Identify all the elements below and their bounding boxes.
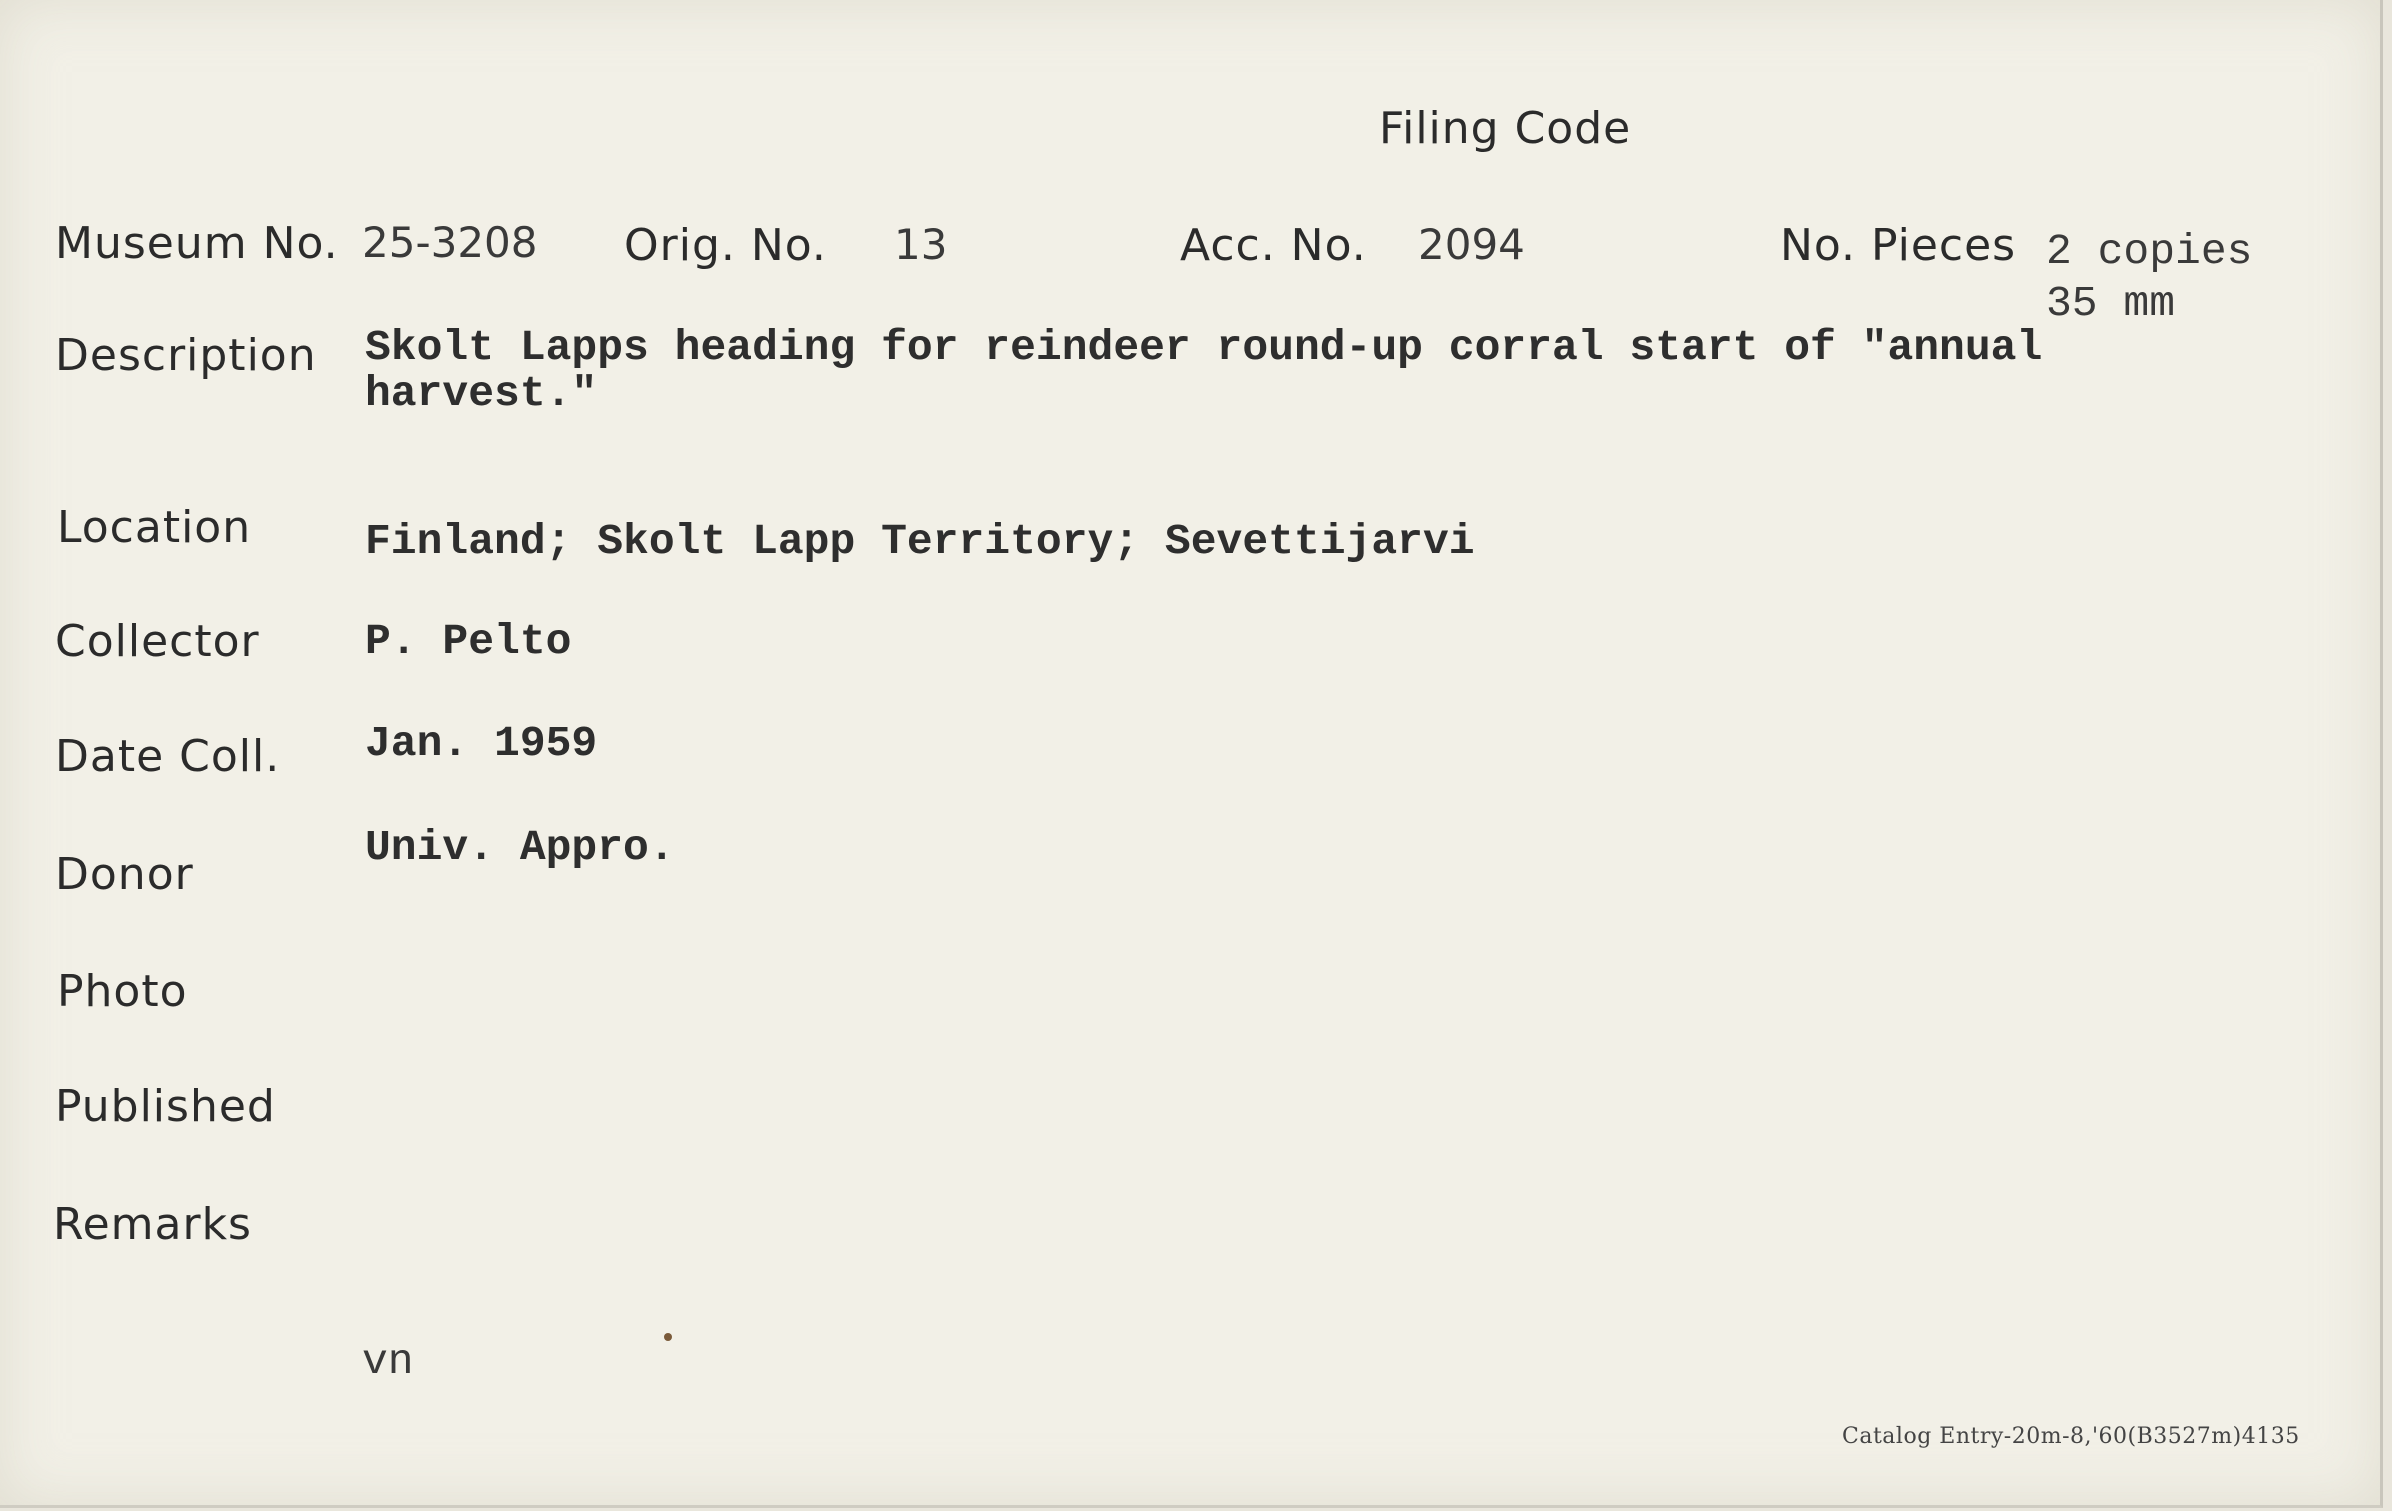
orig-no-label: Orig. No.: [624, 220, 827, 271]
filing-code-label: Filing Code: [1379, 103, 1632, 154]
published-label: Published: [55, 1081, 276, 1132]
location-value: Finland; Skolt Lapp Territory; Sevettijarvi: [365, 517, 1475, 566]
orig-no-value: 13: [894, 220, 948, 269]
date-coll-label: Date Coll.: [55, 731, 281, 782]
ink-speck: [664, 1333, 672, 1341]
date-coll-value: Jan. 1959: [365, 719, 598, 768]
remarks-label: Remarks: [53, 1199, 252, 1250]
museum-no-label: Museum No.: [55, 218, 339, 269]
donor-label: Donor: [55, 849, 194, 900]
description-line1: Skolt Lapps heading for reindeer round-up corral start of "annual: [365, 323, 2043, 372]
acc-no-value: 2094: [1418, 220, 1525, 269]
typist-initials: vn: [362, 1337, 414, 1386]
location-label: Location: [57, 502, 252, 553]
collector-label: Collector: [55, 616, 260, 667]
no-pieces-value-line2: 35 mm: [2046, 279, 2176, 328]
photo-label: Photo: [57, 966, 188, 1017]
description-label: Description: [55, 330, 317, 381]
no-pieces-label: No. Pieces: [1780, 220, 2017, 271]
no-pieces-value-line1: 2 copies: [2046, 227, 2253, 276]
description-line2: harvest.": [365, 369, 598, 418]
museum-no-value: 25-3208: [362, 218, 538, 267]
acc-no-label: Acc. No.: [1180, 220, 1367, 271]
catalog-entry-footer: Catalog Entry-20m-8,'60(B3527m)4135: [1842, 1424, 2300, 1449]
donor-value: Univ. Appro.: [365, 823, 675, 872]
collector-value: P. Pelto: [365, 617, 572, 666]
